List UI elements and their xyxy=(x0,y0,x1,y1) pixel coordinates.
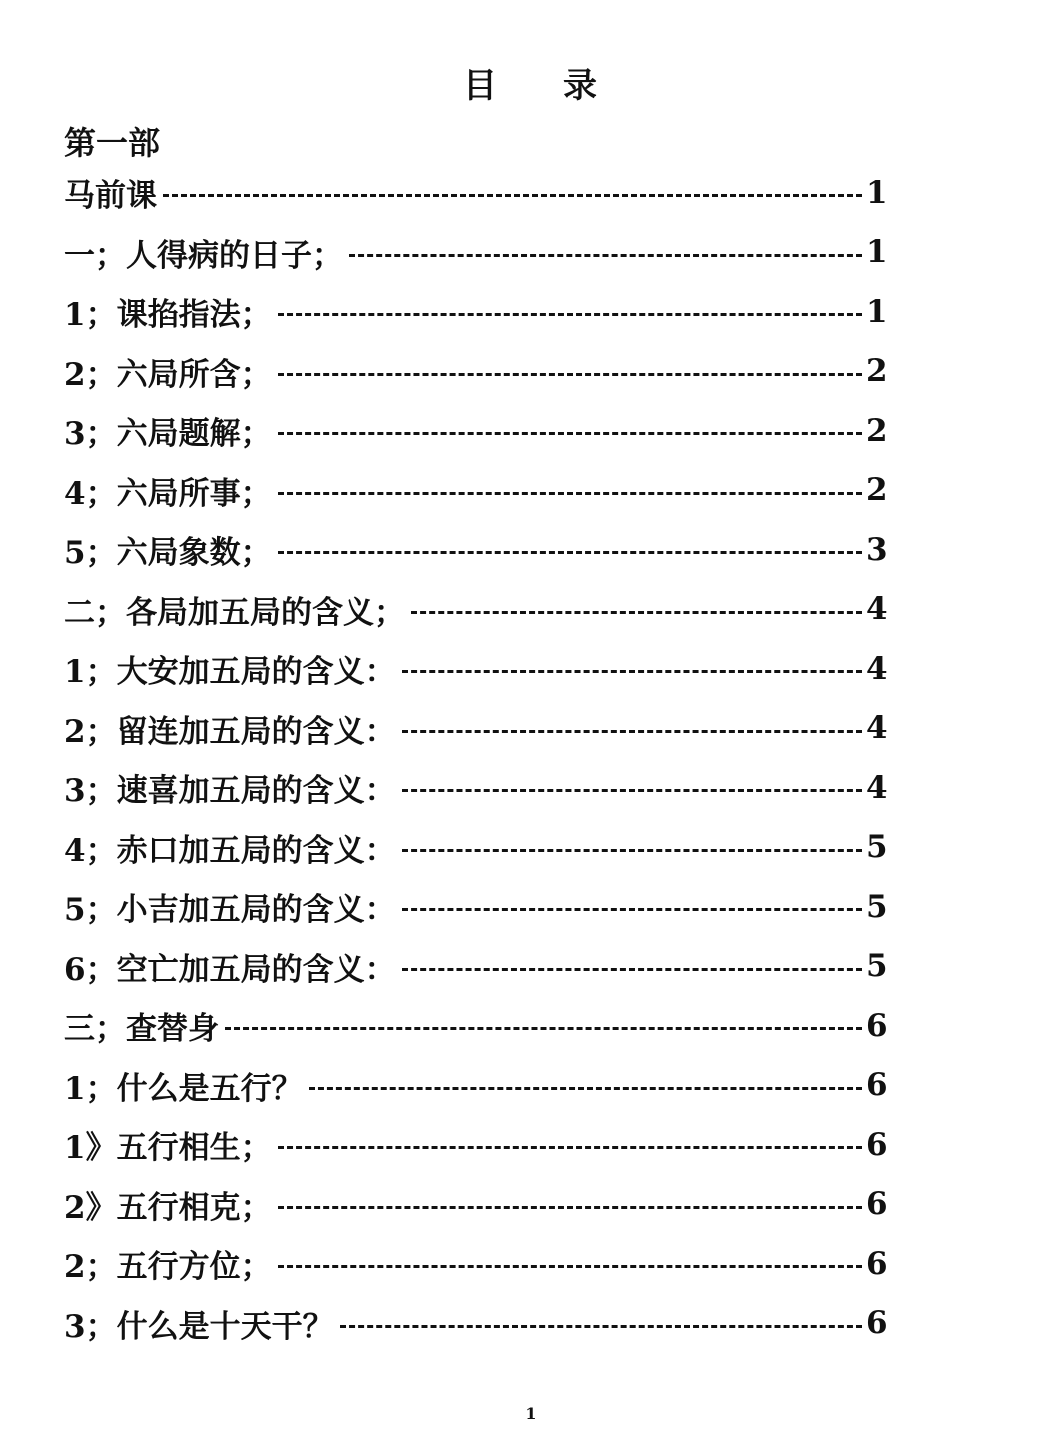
toc-entry-page: 6 xyxy=(866,1126,888,1163)
toc-entry xyxy=(64,639,888,699)
toc-entry-label: 2；留连加五局的含义： xyxy=(64,713,396,750)
toc-entry-page: 5 xyxy=(866,888,888,925)
toc-entry-label: 5；小吉加五局的含义： xyxy=(64,892,396,929)
toc-entry-label: 3；什么是十天干？ xyxy=(64,1308,334,1345)
toc-entry-label: 2》五行相克； xyxy=(64,1189,272,1226)
toc-entry-page: 6 xyxy=(866,1305,888,1342)
toc-entry xyxy=(64,401,888,461)
toc-entry-page: 6 xyxy=(866,1067,888,1104)
toc-entry xyxy=(64,1056,888,1116)
toc-entry-page: 4 xyxy=(866,650,888,687)
toc-leader xyxy=(278,313,862,316)
toc-leader xyxy=(402,789,862,792)
toc-entry-page: 5 xyxy=(866,948,888,985)
toc-entry-label: 1；大安加五局的含义： xyxy=(64,654,396,691)
toc-entry-label: 1；什么是五行？ xyxy=(64,1070,303,1107)
toc-entry-label: 三；查替身 xyxy=(64,1011,219,1048)
toc-entry-page: 3 xyxy=(866,531,888,568)
toc-entry xyxy=(64,1115,888,1175)
toc-entry-page: 1 xyxy=(866,234,888,271)
toc-entry xyxy=(64,282,888,342)
toc-entry-page: 2 xyxy=(866,412,888,449)
toc-entry-page: 4 xyxy=(866,769,888,806)
toc-entry-page: 1 xyxy=(866,174,888,211)
toc-entry xyxy=(64,818,888,878)
toc-entry-label: 4；赤口加五局的含义： xyxy=(64,832,396,869)
toc-entry-label: 1》五行相生； xyxy=(64,1130,272,1167)
toc-leader xyxy=(278,1146,862,1149)
page-title xyxy=(0,58,1062,107)
toc-leader xyxy=(411,611,862,614)
toc-leader xyxy=(402,849,862,852)
toc-entry-label: 二；各局加五局的含义； xyxy=(64,594,405,631)
toc-entry xyxy=(64,699,888,759)
toc-entry-page: 2 xyxy=(866,353,888,390)
toc-leader xyxy=(349,254,862,257)
toc-entry-label: 5；六局象数； xyxy=(64,535,272,572)
toc-leader xyxy=(163,194,862,197)
toc-leader xyxy=(309,1087,862,1090)
toc-list xyxy=(64,163,888,1353)
toc-entry xyxy=(64,996,888,1056)
title-char-2: 录 xyxy=(563,66,599,106)
toc-entry-label: 3；六局题解； xyxy=(64,416,272,453)
toc-entry xyxy=(64,223,888,283)
toc-leader xyxy=(278,1206,862,1209)
toc-leader xyxy=(278,492,862,495)
toc-entry-label: 一；人得病的日子； xyxy=(64,237,343,274)
toc-leader xyxy=(225,1027,862,1030)
toc-leader xyxy=(340,1325,862,1328)
toc-leader xyxy=(402,730,862,733)
toc-entry xyxy=(64,1175,888,1235)
toc-entry-label: 马前课 xyxy=(64,178,157,215)
toc-entry-label: 2；五行方位； xyxy=(64,1249,272,1286)
toc-entry-page: 4 xyxy=(866,591,888,628)
toc-entry-label: 2；六局所含； xyxy=(64,356,272,393)
title-char-1: 目 xyxy=(463,66,499,106)
toc-entry-label: 6；空亡加五局的含义： xyxy=(64,951,396,988)
toc-entry-label: 1；课掐指法； xyxy=(64,297,272,334)
toc-entry xyxy=(64,520,888,580)
toc-leader xyxy=(402,968,862,971)
toc-entry-page: 1 xyxy=(866,293,888,330)
toc-entry xyxy=(64,163,888,223)
toc-leader xyxy=(278,432,862,435)
toc-entry-page: 6 xyxy=(866,1007,888,1044)
toc-entry-page: 5 xyxy=(866,829,888,866)
toc-entry-page: 6 xyxy=(866,1186,888,1223)
toc-entry-label: 4；六局所事； xyxy=(64,475,272,512)
toc-entry xyxy=(64,877,888,937)
toc-entry xyxy=(64,758,888,818)
toc-entry xyxy=(64,1294,888,1354)
toc-entry-page: 6 xyxy=(866,1245,888,1282)
toc-leader xyxy=(278,1265,862,1268)
toc-entry-page: 2 xyxy=(866,472,888,509)
toc-entry xyxy=(64,580,888,640)
toc-leader xyxy=(402,908,862,911)
toc-leader xyxy=(278,373,862,376)
part-heading: 第一部 xyxy=(64,124,161,162)
toc-leader xyxy=(402,670,862,673)
toc-entry xyxy=(64,461,888,521)
toc-entry-label: 3；速喜加五局的含义： xyxy=(64,773,396,810)
toc-entry xyxy=(64,1234,888,1294)
toc-entry xyxy=(64,937,888,997)
toc-entry-page: 4 xyxy=(866,710,888,747)
toc-entry xyxy=(64,342,888,402)
toc-leader xyxy=(278,551,862,554)
page-number: 1 xyxy=(525,1404,537,1423)
